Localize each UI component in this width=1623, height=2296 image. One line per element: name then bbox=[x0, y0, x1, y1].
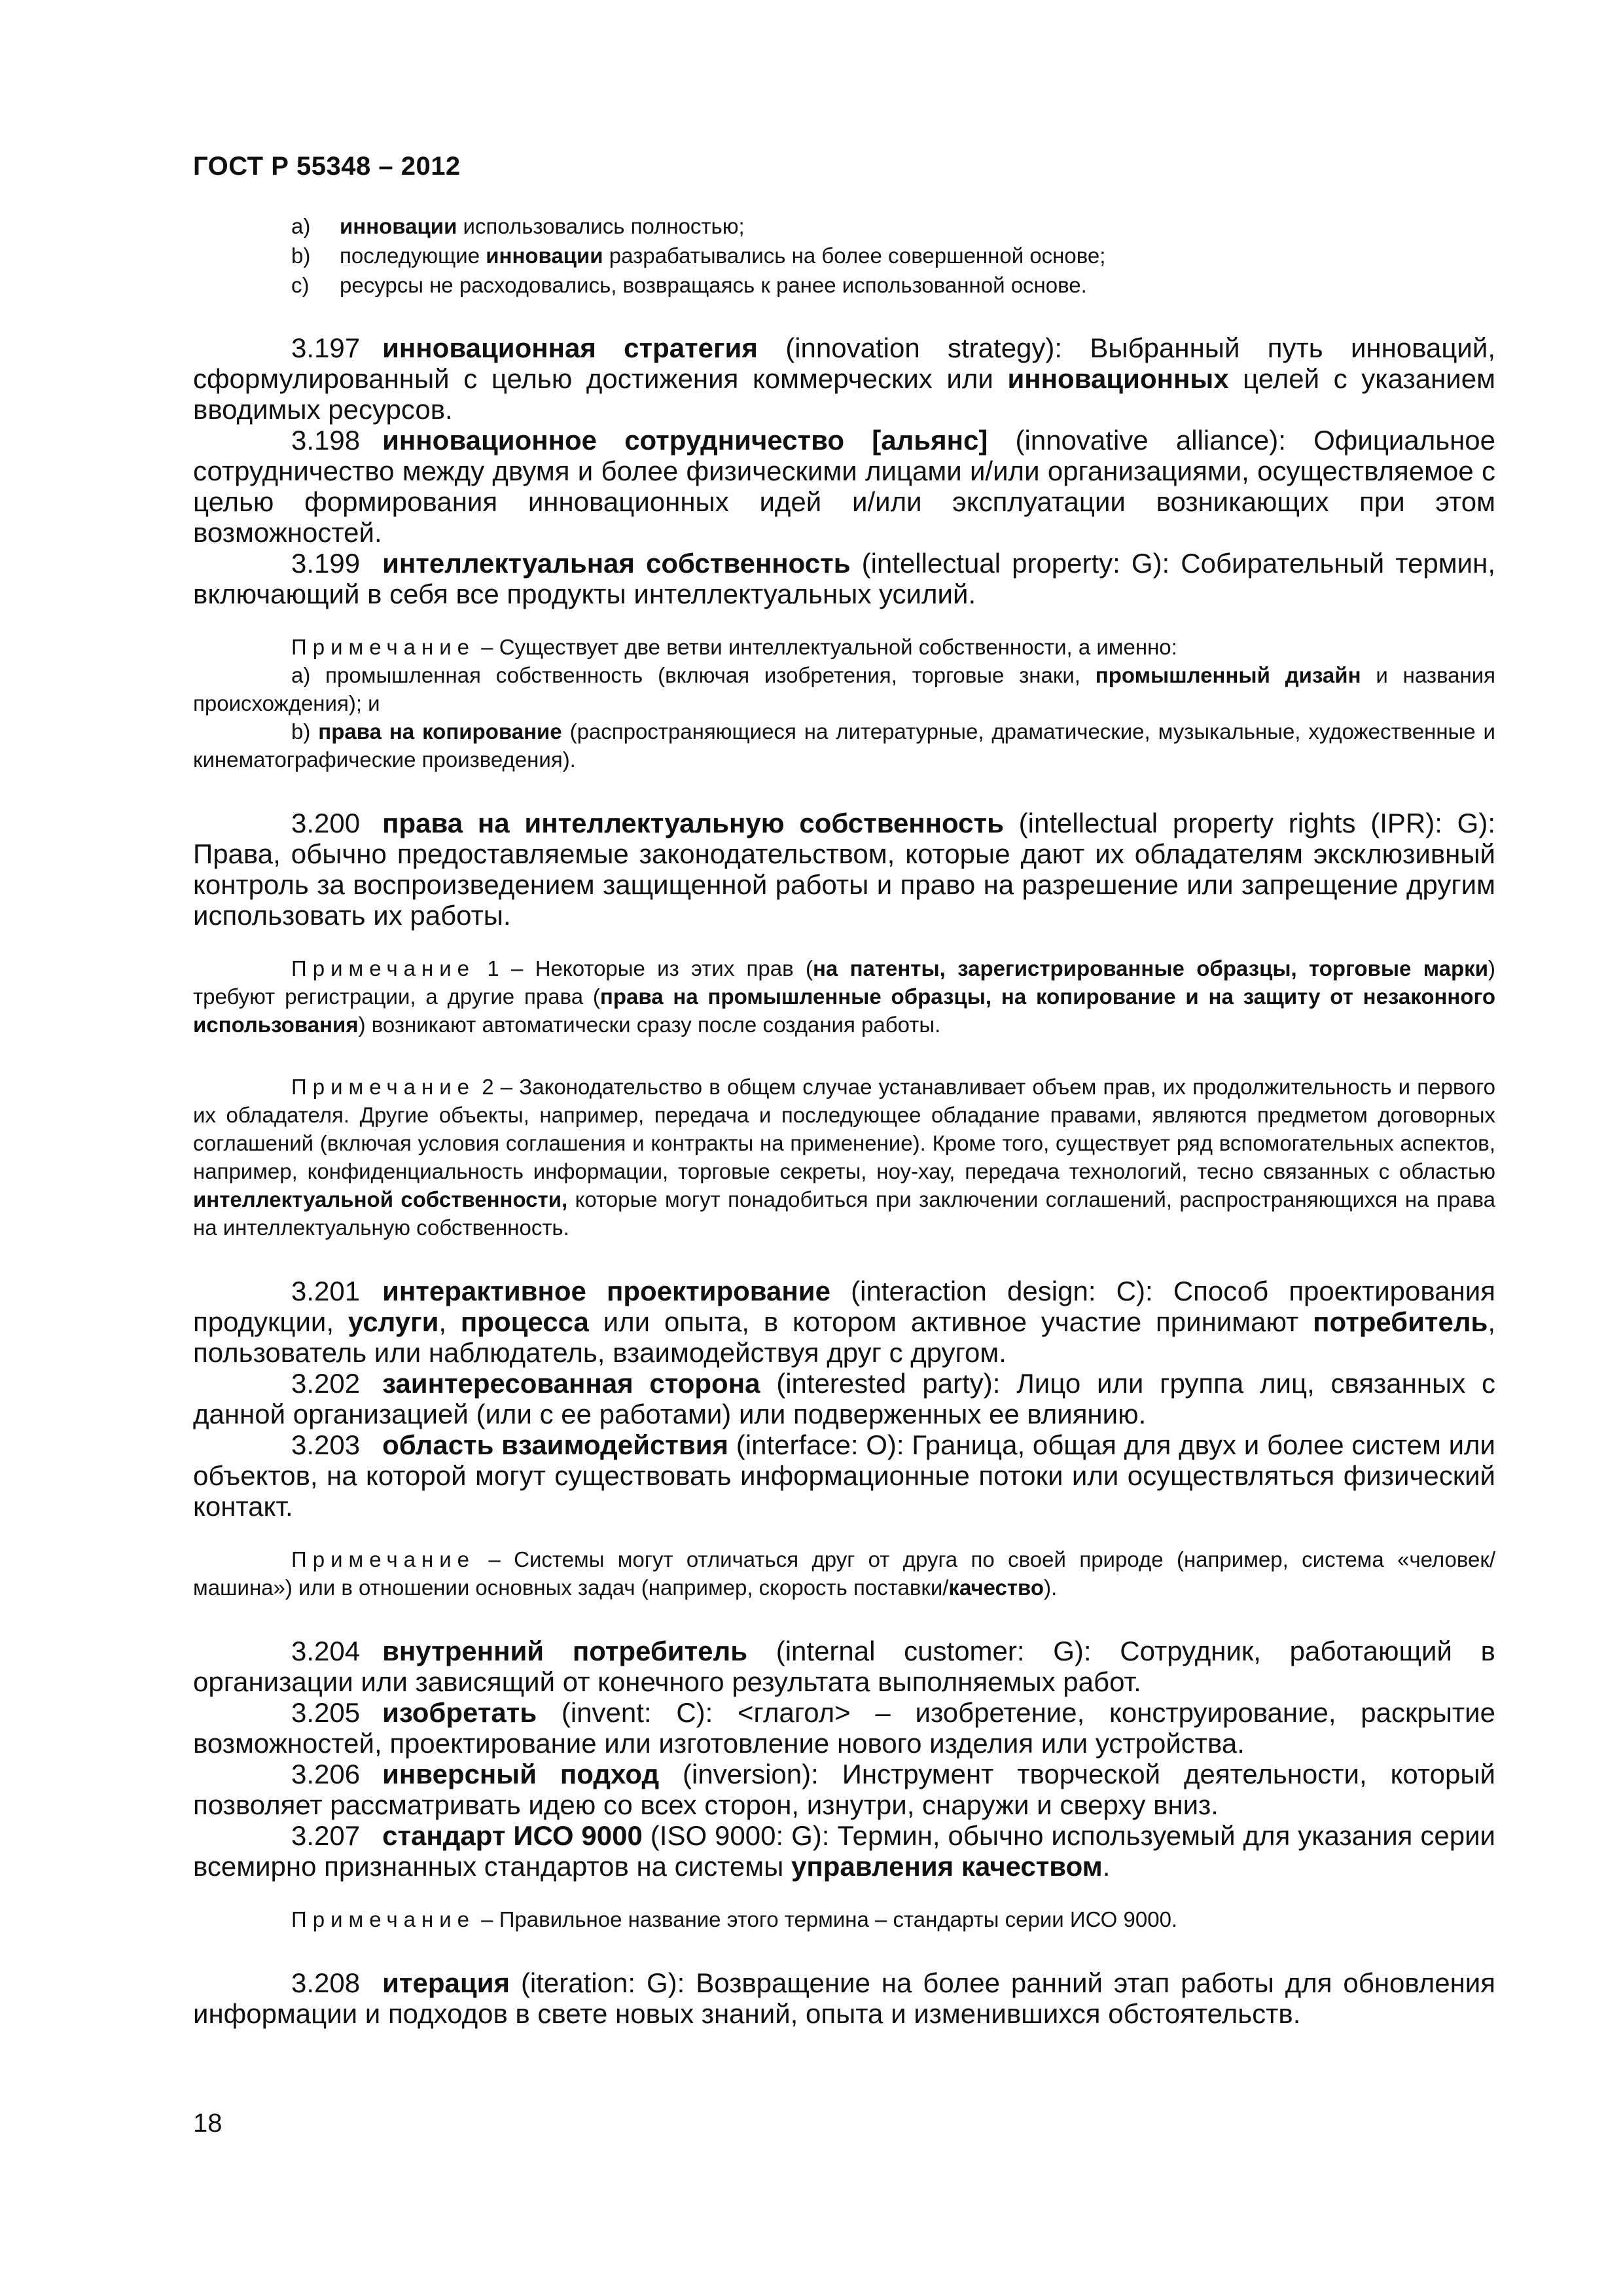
text-run: ). bbox=[1044, 1575, 1058, 1600]
text-run: (internal customer: G): Сотрудник, работающий в организации или зависящий от конечного результата выполняемых работ. bbox=[193, 1636, 1495, 1697]
note-block bbox=[193, 954, 1495, 1039]
text-run: – Системы могут отличаться друг от друга по своей природе (например, система «человек/машина») или в отношении основных задач (например, скорость поставки/ bbox=[193, 1547, 1495, 1600]
list-item-text bbox=[340, 270, 1495, 300]
bold-term: инверсный подход bbox=[382, 1759, 660, 1789]
bold-term: интеллектуальной собственности, bbox=[193, 1187, 568, 1211]
bold-term: инновационное сотрудничество [альянс] bbox=[382, 425, 988, 456]
text-run: последующие bbox=[340, 243, 486, 268]
document-header: ГОСТ Р 55348 – 2012 bbox=[193, 152, 461, 181]
term-number: 3.199 bbox=[291, 548, 361, 579]
note-paragraph bbox=[193, 1073, 1495, 1242]
list-item-label: a) bbox=[291, 214, 311, 238]
note-paragraph bbox=[193, 633, 1495, 661]
text-run: , bbox=[438, 1306, 461, 1337]
note-label: Примечание bbox=[291, 1547, 476, 1571]
text-run: (iteration: G): Возвращение на более ранний этап работы для обновления информации и подходов в свете новых знаний, опыта и изменившихся обстоятельств. bbox=[193, 1967, 1495, 2029]
term-number: 3.206 bbox=[291, 1759, 361, 1789]
text-run: – Существует две ветви интеллектуальной собственности, а именно: bbox=[475, 635, 1177, 659]
bold-term: потребитель bbox=[1313, 1306, 1488, 1337]
bold-term: итерация bbox=[382, 1967, 510, 1998]
term-number: 3.204 bbox=[291, 1636, 361, 1666]
bold-term: интеллектуальная собственность bbox=[382, 548, 851, 579]
term-number: 3.197 bbox=[291, 332, 361, 363]
bold-term: область взаимодействия bbox=[382, 1429, 729, 1460]
list-item bbox=[193, 270, 1495, 300]
text-run: целей с указанием вводимых ресурсов. bbox=[193, 363, 1495, 425]
text-run: ресурсы не расходовались, возвращаясь к ранее использованной основе. bbox=[340, 273, 1087, 297]
note-label: Примечание bbox=[291, 635, 476, 659]
bold-term: интерактивное проектирование bbox=[382, 1276, 830, 1306]
term-entry bbox=[193, 1429, 1495, 1522]
term-entry bbox=[193, 1697, 1495, 1759]
list-item-label: b) bbox=[291, 243, 311, 268]
text-run: и названия происхождения); и bbox=[193, 663, 1495, 715]
text-run: (intellectual property: G): Собирательный термин, включающий в себя все продукты интеллектуальных усилий. bbox=[193, 548, 1495, 609]
bold-term: качество bbox=[948, 1575, 1044, 1600]
term-entry bbox=[193, 808, 1495, 931]
text-run: (intellectual property rights (IPR): G): Права, обычно предоставляемые законодательством, которые дают их обладателям эксклюзивный контроль за воспроизведением защищенной работы и право на разрешение или запрещение другим использовать их работы. bbox=[193, 808, 1496, 931]
intro-list bbox=[193, 211, 1495, 300]
text-run: (innovative alliance): Официальное сотрудничество между двумя и более физическими лицами и/или организациями, осуществляемое с целью формирования инновационных идей и/или эксплуатации возникающих при этом возможностей. bbox=[193, 425, 1495, 548]
term-entry bbox=[193, 332, 1495, 425]
text-run: разрабатывались на более совершенной основе; bbox=[603, 243, 1106, 268]
text-run: (invent: C): <глагол> – изобретение, конструирование, раскрытие возможностей, проектирование или изготовление нового изделия или устройства. bbox=[193, 1697, 1495, 1759]
note-block bbox=[193, 1073, 1495, 1242]
text-run: (interested party): Лицо или группа лиц, связанных с данной организацией (или с ее работами) или подверженных ее влиянию. bbox=[193, 1368, 1495, 1429]
text-run: 2 – Законодательство в общем случае устанавливает объем прав, их продолжительность и первого их обладателя. Другие объекты, например, передача и последующее обладание правами, являются предметом договорных соглашений (включая условия соглашения и контракты на применение). Кроме того, существует ряд вспомогательных аспектов, например, конфиденциальность информации, торговые секреты, ноу-хау, передача технологий, тесно связанных с областью bbox=[193, 1075, 1495, 1183]
document-body bbox=[193, 211, 1495, 2029]
term-number: 3.198 bbox=[291, 425, 361, 456]
term-number: 3.202 bbox=[291, 1368, 361, 1399]
bold-term: заинтересованная сторона bbox=[382, 1368, 760, 1399]
text-run: использовались полностью; bbox=[457, 214, 745, 238]
term-number: 3.201 bbox=[291, 1276, 361, 1306]
term-entry bbox=[193, 548, 1495, 609]
term-entry bbox=[193, 1759, 1495, 1820]
term-entry bbox=[193, 1636, 1495, 1697]
list-item-text bbox=[340, 211, 1495, 241]
term-number: 3.205 bbox=[291, 1697, 361, 1728]
term-entry bbox=[193, 1967, 1495, 2029]
bold-term: права на интеллектуальную собственность bbox=[382, 808, 1004, 838]
text-run: ) возникают автоматически сразу после создания работы. bbox=[358, 1013, 941, 1037]
text-run: b) bbox=[291, 719, 319, 744]
page-number: 18 bbox=[193, 2109, 223, 2138]
text-run: . bbox=[1102, 1851, 1111, 1882]
text-run: (interface: O): Граница, общая для двух и более систем или объектов, на которой могут существовать информационные потоки или осуществляться физический контакт. bbox=[193, 1429, 1495, 1522]
list-item-label: c) bbox=[291, 273, 310, 297]
note-paragraph bbox=[193, 1545, 1495, 1602]
text-run: (interaction design: C): Способ проектирования продукции, bbox=[193, 1276, 1495, 1337]
bold-term: на патенты, зарегистрированные образцы, торговые марки bbox=[812, 956, 1488, 980]
term-entries bbox=[193, 332, 1495, 2029]
text-run: (innovation strategy): Выбранный путь инноваций, сформулированный с целью достижения коммерческих или bbox=[193, 332, 1496, 394]
note-block bbox=[193, 1545, 1495, 1602]
note-paragraph bbox=[193, 1905, 1495, 1933]
bold-term: процесса bbox=[460, 1306, 589, 1337]
text-run: или опыта, в котором активное участие принимают bbox=[588, 1306, 1313, 1337]
text-run: ) требуют регистрации, а другие права ( bbox=[193, 956, 1495, 1009]
bold-term: промышленный дизайн bbox=[1095, 663, 1361, 687]
note-block bbox=[193, 633, 1495, 774]
term-entry bbox=[193, 1820, 1495, 1882]
bold-term: инновационная стратегия bbox=[382, 332, 758, 363]
term-number: 3.208 bbox=[291, 1967, 361, 1998]
text-run: (распространяющиеся на литературные, драматические, музыкальные, художественные и кинематографические произведения). bbox=[193, 719, 1495, 772]
list-item bbox=[193, 241, 1495, 270]
list-item bbox=[193, 211, 1495, 241]
text-run: которые могут понадобиться при заключении соглашений, распространяющихся на права на интеллектуальную собственность. bbox=[193, 1187, 1495, 1240]
note-label: Примечание bbox=[291, 1907, 476, 1931]
note-paragraph bbox=[193, 954, 1495, 1039]
bold-term: изобретать bbox=[382, 1697, 537, 1728]
note-paragraph bbox=[193, 717, 1495, 774]
text-run: а) промышленная собственность (включая изобретения, торговые знаки, bbox=[291, 663, 1096, 687]
term-entry bbox=[193, 425, 1495, 548]
text-run: 1 – Некоторые из этих прав ( bbox=[475, 956, 813, 980]
text-run: – Правильное название этого термина – стандарты серии ИСО 9000. bbox=[475, 1907, 1178, 1931]
term-number: 3.203 bbox=[291, 1429, 361, 1460]
bold-term: права на копирование bbox=[318, 719, 562, 744]
note-label: Примечание bbox=[291, 956, 476, 980]
note-label: Примечание bbox=[291, 1075, 476, 1099]
term-number: 3.207 bbox=[291, 1820, 361, 1851]
bold-term: стандарт ИСО 9000 bbox=[382, 1820, 643, 1851]
bold-term: инновации bbox=[486, 243, 603, 268]
bold-term: управления качеством bbox=[791, 1851, 1103, 1882]
note-paragraph bbox=[193, 661, 1495, 717]
text-run: (ISO 9000: G): Термин, обычно используемый для указания серии всемирно признанных стандартов на системы bbox=[193, 1820, 1495, 1882]
bold-term: услуги bbox=[348, 1306, 439, 1337]
bold-term: права на промышленные образцы, на копирование и на защиту от незаконного использования bbox=[193, 984, 1495, 1037]
list-item-text bbox=[340, 241, 1495, 270]
bold-term: инновации bbox=[340, 214, 457, 238]
term-number: 3.200 bbox=[291, 808, 361, 838]
note-block bbox=[193, 1905, 1495, 1933]
term-entry bbox=[193, 1276, 1495, 1368]
bold-term: внутренний потребитель bbox=[382, 1636, 748, 1666]
term-entry bbox=[193, 1368, 1495, 1429]
text-run: (inversion): Инструмент творческой деятельности, который позволяет рассматривать идею со всех сторон, изнутри, снаружи и сверху вниз. bbox=[193, 1759, 1495, 1820]
bold-term: инновационных bbox=[1007, 363, 1229, 394]
text-run: , пользователь или наблюдатель, взаимодействуя друг с другом. bbox=[193, 1306, 1496, 1368]
